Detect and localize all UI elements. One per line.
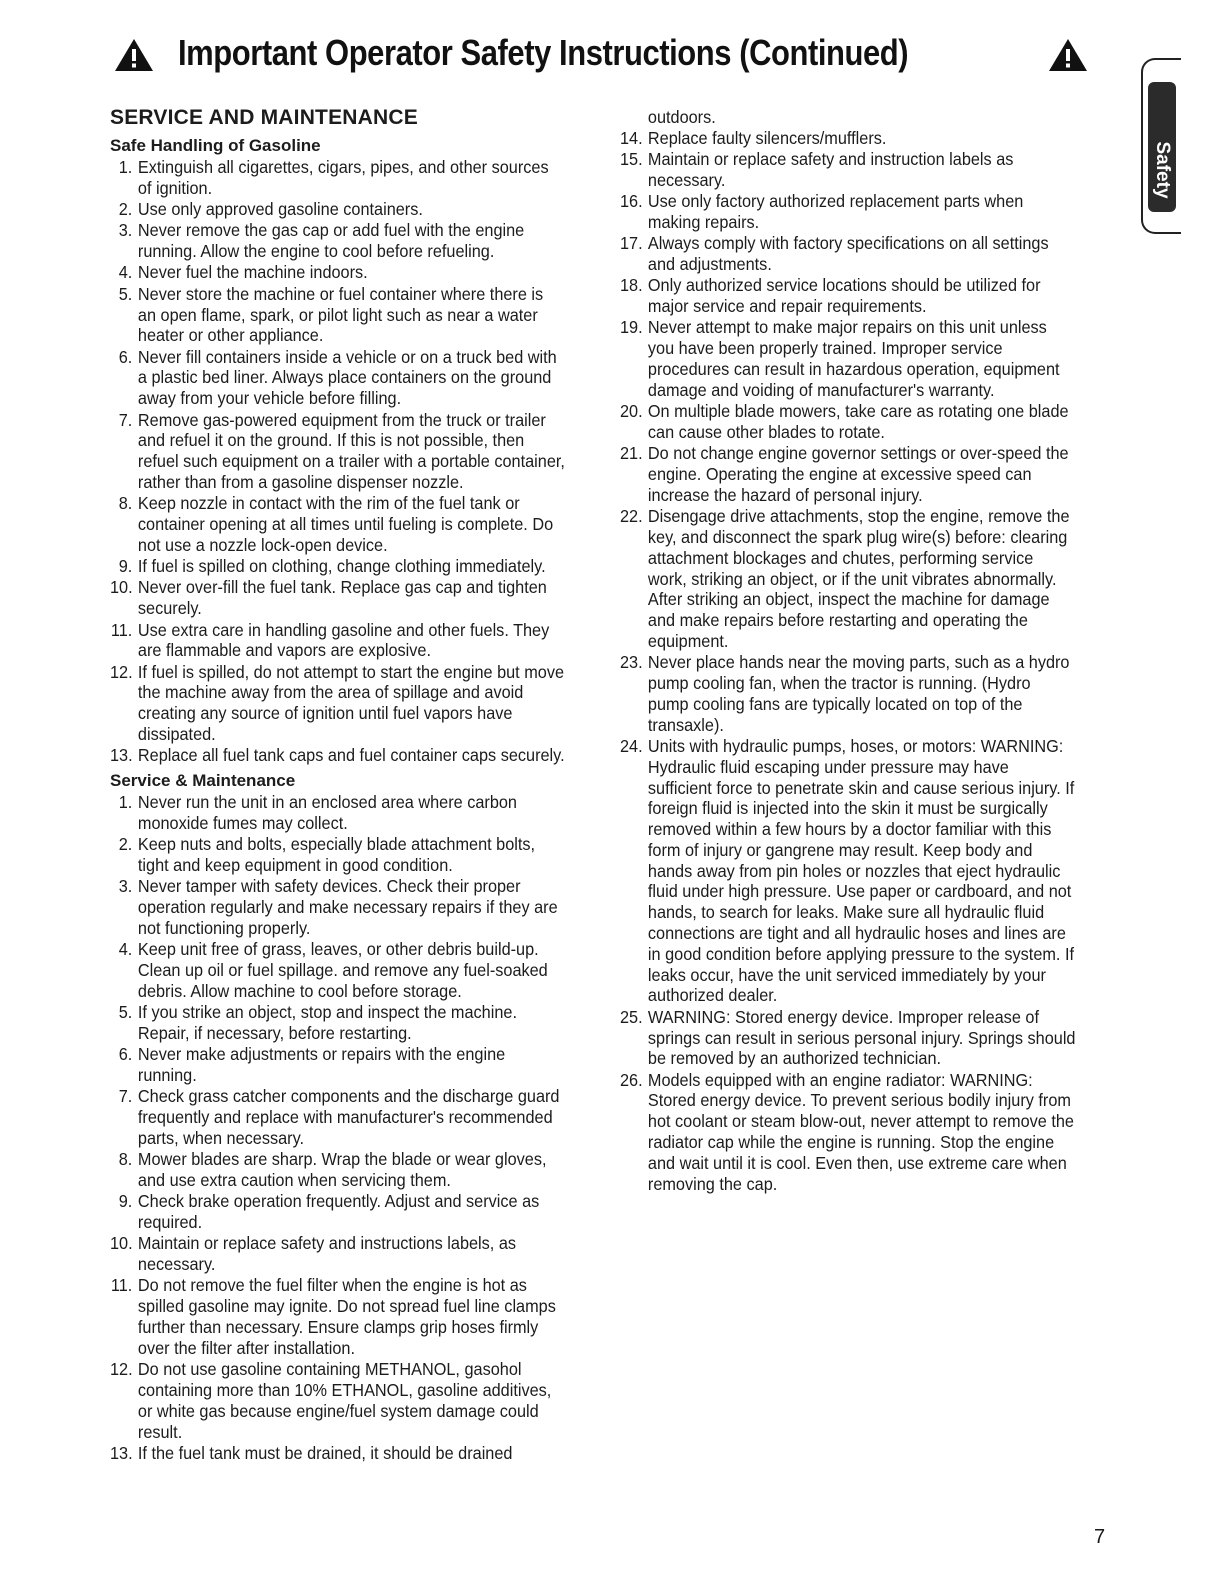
list-item-number: 5. xyxy=(118,1002,133,1023)
list-item-number: 5. xyxy=(118,283,133,304)
list-item-text: Keep nozzle in contact with the rim of the fuel tank or container opening at all times until fueling is complete. Do not use a nozzle lock-open device. xyxy=(137,493,554,555)
list-item-text: Extinguish all cigarettes, cigars, pipes, and other sources of ignition. xyxy=(137,157,549,198)
list-item-number: 24. xyxy=(620,735,643,756)
list-item xyxy=(620,652,1076,735)
list-item-number: 9. xyxy=(118,1191,133,1212)
list-item-text: Replace faulty silencers/mufflers. xyxy=(647,127,887,148)
list-item-text: Never run the unit in an enclosed area where carbon monoxide fumes may collect. xyxy=(137,792,517,833)
section-tab xyxy=(1141,58,1181,234)
list-item xyxy=(110,199,566,220)
list-item-text: Do not use gasoline containing METHANOL, gasohol containing more than 10% ETHANOL, gasoline additives, or white gas because engine/fuel system damage could result. xyxy=(137,1359,552,1442)
list-item-number: 26. xyxy=(620,1069,643,1090)
list-item-number: 16. xyxy=(620,191,643,212)
list-item-text: Check grass catcher components and the discharge guard frequently and replace with manufacturer's recommended parts, when necessary. xyxy=(137,1086,560,1148)
list-item xyxy=(620,401,1076,443)
list-item-number: 8. xyxy=(118,493,133,514)
maintenance-list xyxy=(110,792,566,1464)
list-item xyxy=(110,1002,566,1044)
list-item-number: 2. xyxy=(118,199,133,220)
page-number: 7 xyxy=(1094,1526,1106,1548)
list-item xyxy=(110,1191,566,1233)
list-item-text: Disengage drive attachments, stop the engine, remove the key, and disconnect the spark plug wire(s) before: clearing attachment blockages and chutes, performing service work, striking an object, or if the unit vibrates abnormally. After striking an object, inspect the machine for damage and make repairs before restarting and operating the equipment. xyxy=(647,506,1070,651)
list-item-number: 9. xyxy=(118,556,133,577)
list-item-text: Do not remove the fuel filter when the engine is hot as spilled gasoline may ignite. Do not spread fuel line clamps further than necessary. Ensure clamps grip hoses firmly over the filter after installation. xyxy=(137,1275,556,1358)
list-item-number: 6. xyxy=(118,1044,133,1065)
list-item-number: 11. xyxy=(110,619,133,640)
list-item xyxy=(110,262,566,283)
list-item-text: Use only factory authorized replacement parts when making repairs. xyxy=(647,191,1024,232)
list-item-text: Never tamper with safety devices. Check their proper operation regularly and make necessary repairs if they are not functioning properly. xyxy=(137,876,558,938)
list-item-number: 14. xyxy=(620,127,643,148)
list-item xyxy=(110,410,566,493)
list-item xyxy=(110,1359,566,1442)
maintenance-list-continued xyxy=(620,128,1076,1195)
list-item-text: Never place hands near the moving parts, such as a hydro pump cooling fan, when the tractor is running. (Hydro pump cooling fans are typically located on top of the transaxle). xyxy=(647,652,1070,735)
list-item-number: 18. xyxy=(620,275,643,296)
left-column xyxy=(110,105,600,1464)
section-tab-label: Safety xyxy=(1152,141,1173,199)
list-item xyxy=(110,493,566,555)
list-item-text: Never fuel the machine indoors. xyxy=(137,262,368,283)
list-item xyxy=(110,1443,566,1464)
list-item xyxy=(110,1233,566,1275)
list-item-number: 21. xyxy=(620,443,643,464)
list-item-number: 1. xyxy=(118,157,133,177)
warning-triangle-icon xyxy=(1048,38,1088,77)
list-item-number: 12. xyxy=(110,1359,133,1380)
list-item-text: Units with hydraulic pumps, hoses, or motors: WARNING: Hydraulic fluid escaping under pressure may have sufficient force to penetrate skin and cause serious injury. If foreign fluid is injected into the skin it must be surgically removed within a few hours by a doctor familiar with this form of injury or gangrene may result. Keep body and hands away from pin holes or nozzles that eject hydraulic fluid under high pressure. Use paper or cardboard, and not hands, to search for leaks. Make sure all hydraulic fluid connections are tight and all hydraulic hoses and lines are in good condition before applying pressure to the system. If leaks occur, have the unit serviced immediately by your authorized dealer. xyxy=(647,735,1075,1006)
list-item xyxy=(110,792,566,834)
list-item-text: Replace all fuel tank caps and fuel container caps securely. xyxy=(137,745,565,766)
list-item-number: 13. xyxy=(110,745,133,766)
list-item-number: 22. xyxy=(620,506,643,527)
gasoline-list xyxy=(110,157,566,766)
list-item-text: If fuel is spilled on clothing, change clothing immediately. xyxy=(137,556,546,577)
list-item-text: Never over-fill the fuel tank. Replace gas cap and tighten securely. xyxy=(137,577,547,619)
list-item xyxy=(110,876,566,938)
list-item-number: 23. xyxy=(620,652,643,673)
list-item xyxy=(620,128,1076,149)
list-item-text: Only authorized service locations should be utilized for major service and repair requirements. xyxy=(647,275,1041,317)
gasoline-heading: Safe Handling of Gasoline xyxy=(110,136,321,155)
right-column xyxy=(620,107,1110,1195)
list-item-number: 8. xyxy=(118,1149,133,1170)
list-item xyxy=(110,939,566,1001)
list-item xyxy=(110,620,566,662)
list-item-text: If the fuel tank must be drained, it should be drained xyxy=(137,1442,513,1463)
warning-triangle-icon xyxy=(114,38,154,77)
list-item-number: 25. xyxy=(620,1006,643,1027)
list-item-number: 13. xyxy=(110,1442,133,1463)
list-item xyxy=(620,317,1076,400)
list-item-text: If fuel is spilled, do not attempt to start the engine but move the machine away from the area of spillage and avoid creating any source of ignition until fuel vapors have dissipated. xyxy=(137,661,565,745)
list-item xyxy=(110,284,566,346)
list-item-number: 7. xyxy=(118,409,133,430)
list-item xyxy=(110,220,566,262)
list-item-text: Never remove the gas cap or add fuel with the engine running. Allow the engine to cool before refueling. xyxy=(137,220,525,262)
list-item-number: 12. xyxy=(110,661,133,682)
list-item-number: 11. xyxy=(110,1275,133,1296)
list-item xyxy=(620,1070,1076,1195)
list-item-number: 1. xyxy=(118,792,133,813)
list-item-number: 15. xyxy=(620,149,643,170)
list-item-text: Check brake operation frequently. Adjust and service as required. xyxy=(137,1191,540,1233)
list-item-text: If you strike an object, stop and inspect the machine. Repair, if necessary, before restarting. xyxy=(137,1002,517,1043)
list-item-text: Use only approved gasoline containers. xyxy=(137,199,423,220)
list-item-number: 4. xyxy=(118,262,133,283)
list-item xyxy=(110,1149,566,1191)
list-item-text: Never make adjustments or repairs with the engine running. xyxy=(137,1044,506,1085)
continued-text: outdoors. xyxy=(647,107,716,127)
list-item-text: Never attempt to make major repairs on this unit unless you have been properly trained. Improper service procedures can result in hazardous operation, equipment damage and voiding of manufacturer's warranty. xyxy=(647,317,1060,400)
list-item-text: Keep unit free of grass, leaves, or other debris build-up. Clean up oil or fuel spillage. and remove any fuel-soaked debris. Allow machine to cool before storage. xyxy=(137,939,548,1001)
list-item xyxy=(620,149,1076,191)
list-item-text: Keep nuts and bolts, especially blade attachment bolts, tight and keep equipment in good condition. xyxy=(137,834,536,875)
list-item xyxy=(110,556,566,577)
list-item-number: 10. xyxy=(110,577,133,598)
list-item-text: Never store the machine or fuel container where there is an open flame, spark, or pilot light such as near a water heater or other appliance. xyxy=(137,283,544,346)
list-item xyxy=(110,577,566,619)
list-item-text: WARNING: Stored energy device. Improper release of springs can result in serious personal injury. Springs should be removed by an authorized technician. xyxy=(647,1006,1076,1069)
list-item-number: 2. xyxy=(118,834,133,855)
list-item-text: Use extra care in handling gasoline and other fuels. They are flammable and vapors are explosive. xyxy=(137,619,550,661)
section-tab-fill xyxy=(1148,82,1176,212)
list-item-text: Do not change engine governor settings or over-speed the engine. Operating the engine at excessive speed can increase the hazard of personal injury. xyxy=(647,443,1069,505)
list-item-text: Never fill containers inside a vehicle or on a truck bed with a plastic bed liner. Always place containers on the ground away from your vehicle before filling. xyxy=(137,346,557,409)
list-item xyxy=(110,834,566,876)
list-item-text: Models equipped with an engine radiator: WARNING: Stored energy device. To prevent serious bodily injury from hot coolant or steam blow-out, never attempt to remove the radiator cap while the engine is running. Stop the engine and wait until it is cool. Even then, use extreme care when removing the cap. xyxy=(647,1069,1074,1194)
list-item-number: 19. xyxy=(620,317,643,338)
list-item xyxy=(110,157,566,199)
list-item xyxy=(620,233,1076,275)
list-item xyxy=(620,506,1076,652)
list-item xyxy=(620,443,1076,505)
list-item-number: 3. xyxy=(118,220,133,241)
list-item-number: 6. xyxy=(118,346,133,367)
list-item xyxy=(110,745,566,766)
list-item xyxy=(620,736,1076,1006)
maintenance-heading: Service & Maintenance xyxy=(110,771,296,791)
list-item xyxy=(110,1044,566,1086)
list-item-number: 3. xyxy=(118,876,133,897)
list-item-number: 4. xyxy=(118,939,133,960)
list-item-text: Maintain or replace safety and instructions labels, as necessary. xyxy=(137,1233,517,1275)
list-item xyxy=(620,275,1076,317)
list-item-number: 10. xyxy=(110,1233,133,1254)
section-heading: SERVICE AND MAINTENANCE xyxy=(110,106,418,129)
list-item-text: Maintain or replace safety and instruction labels as necessary. xyxy=(647,149,1014,190)
list-item xyxy=(110,1086,566,1148)
page-header xyxy=(0,34,1224,94)
list-item-text: Always comply with factory specifications on all settings and adjustments. xyxy=(647,233,1049,275)
page-title: Important Operator Safety Instructions (Continued) xyxy=(178,32,909,73)
list-item xyxy=(110,347,566,409)
list-item xyxy=(110,1275,566,1358)
list-item-text: On multiple blade mowers, take care as rotating one blade can cause other blades to rotate. xyxy=(647,401,1069,442)
list-item xyxy=(620,191,1076,233)
list-item-number: 17. xyxy=(620,233,643,254)
list-item-number: 20. xyxy=(620,401,643,422)
list-item-text: Mower blades are sharp. Wrap the blade or wear gloves, and use extra caution when servicing them. xyxy=(137,1149,547,1190)
list-item-number: 7. xyxy=(118,1086,133,1107)
list-item-text: Remove gas-powered equipment from the truck or trailer and refuel it on the ground. If this is not possible, then refuel such equipment on a trailer with a portable container, rather than from a gasoline dispenser nozzle. xyxy=(137,409,565,492)
list-item xyxy=(110,662,566,745)
list-item xyxy=(620,1007,1076,1069)
